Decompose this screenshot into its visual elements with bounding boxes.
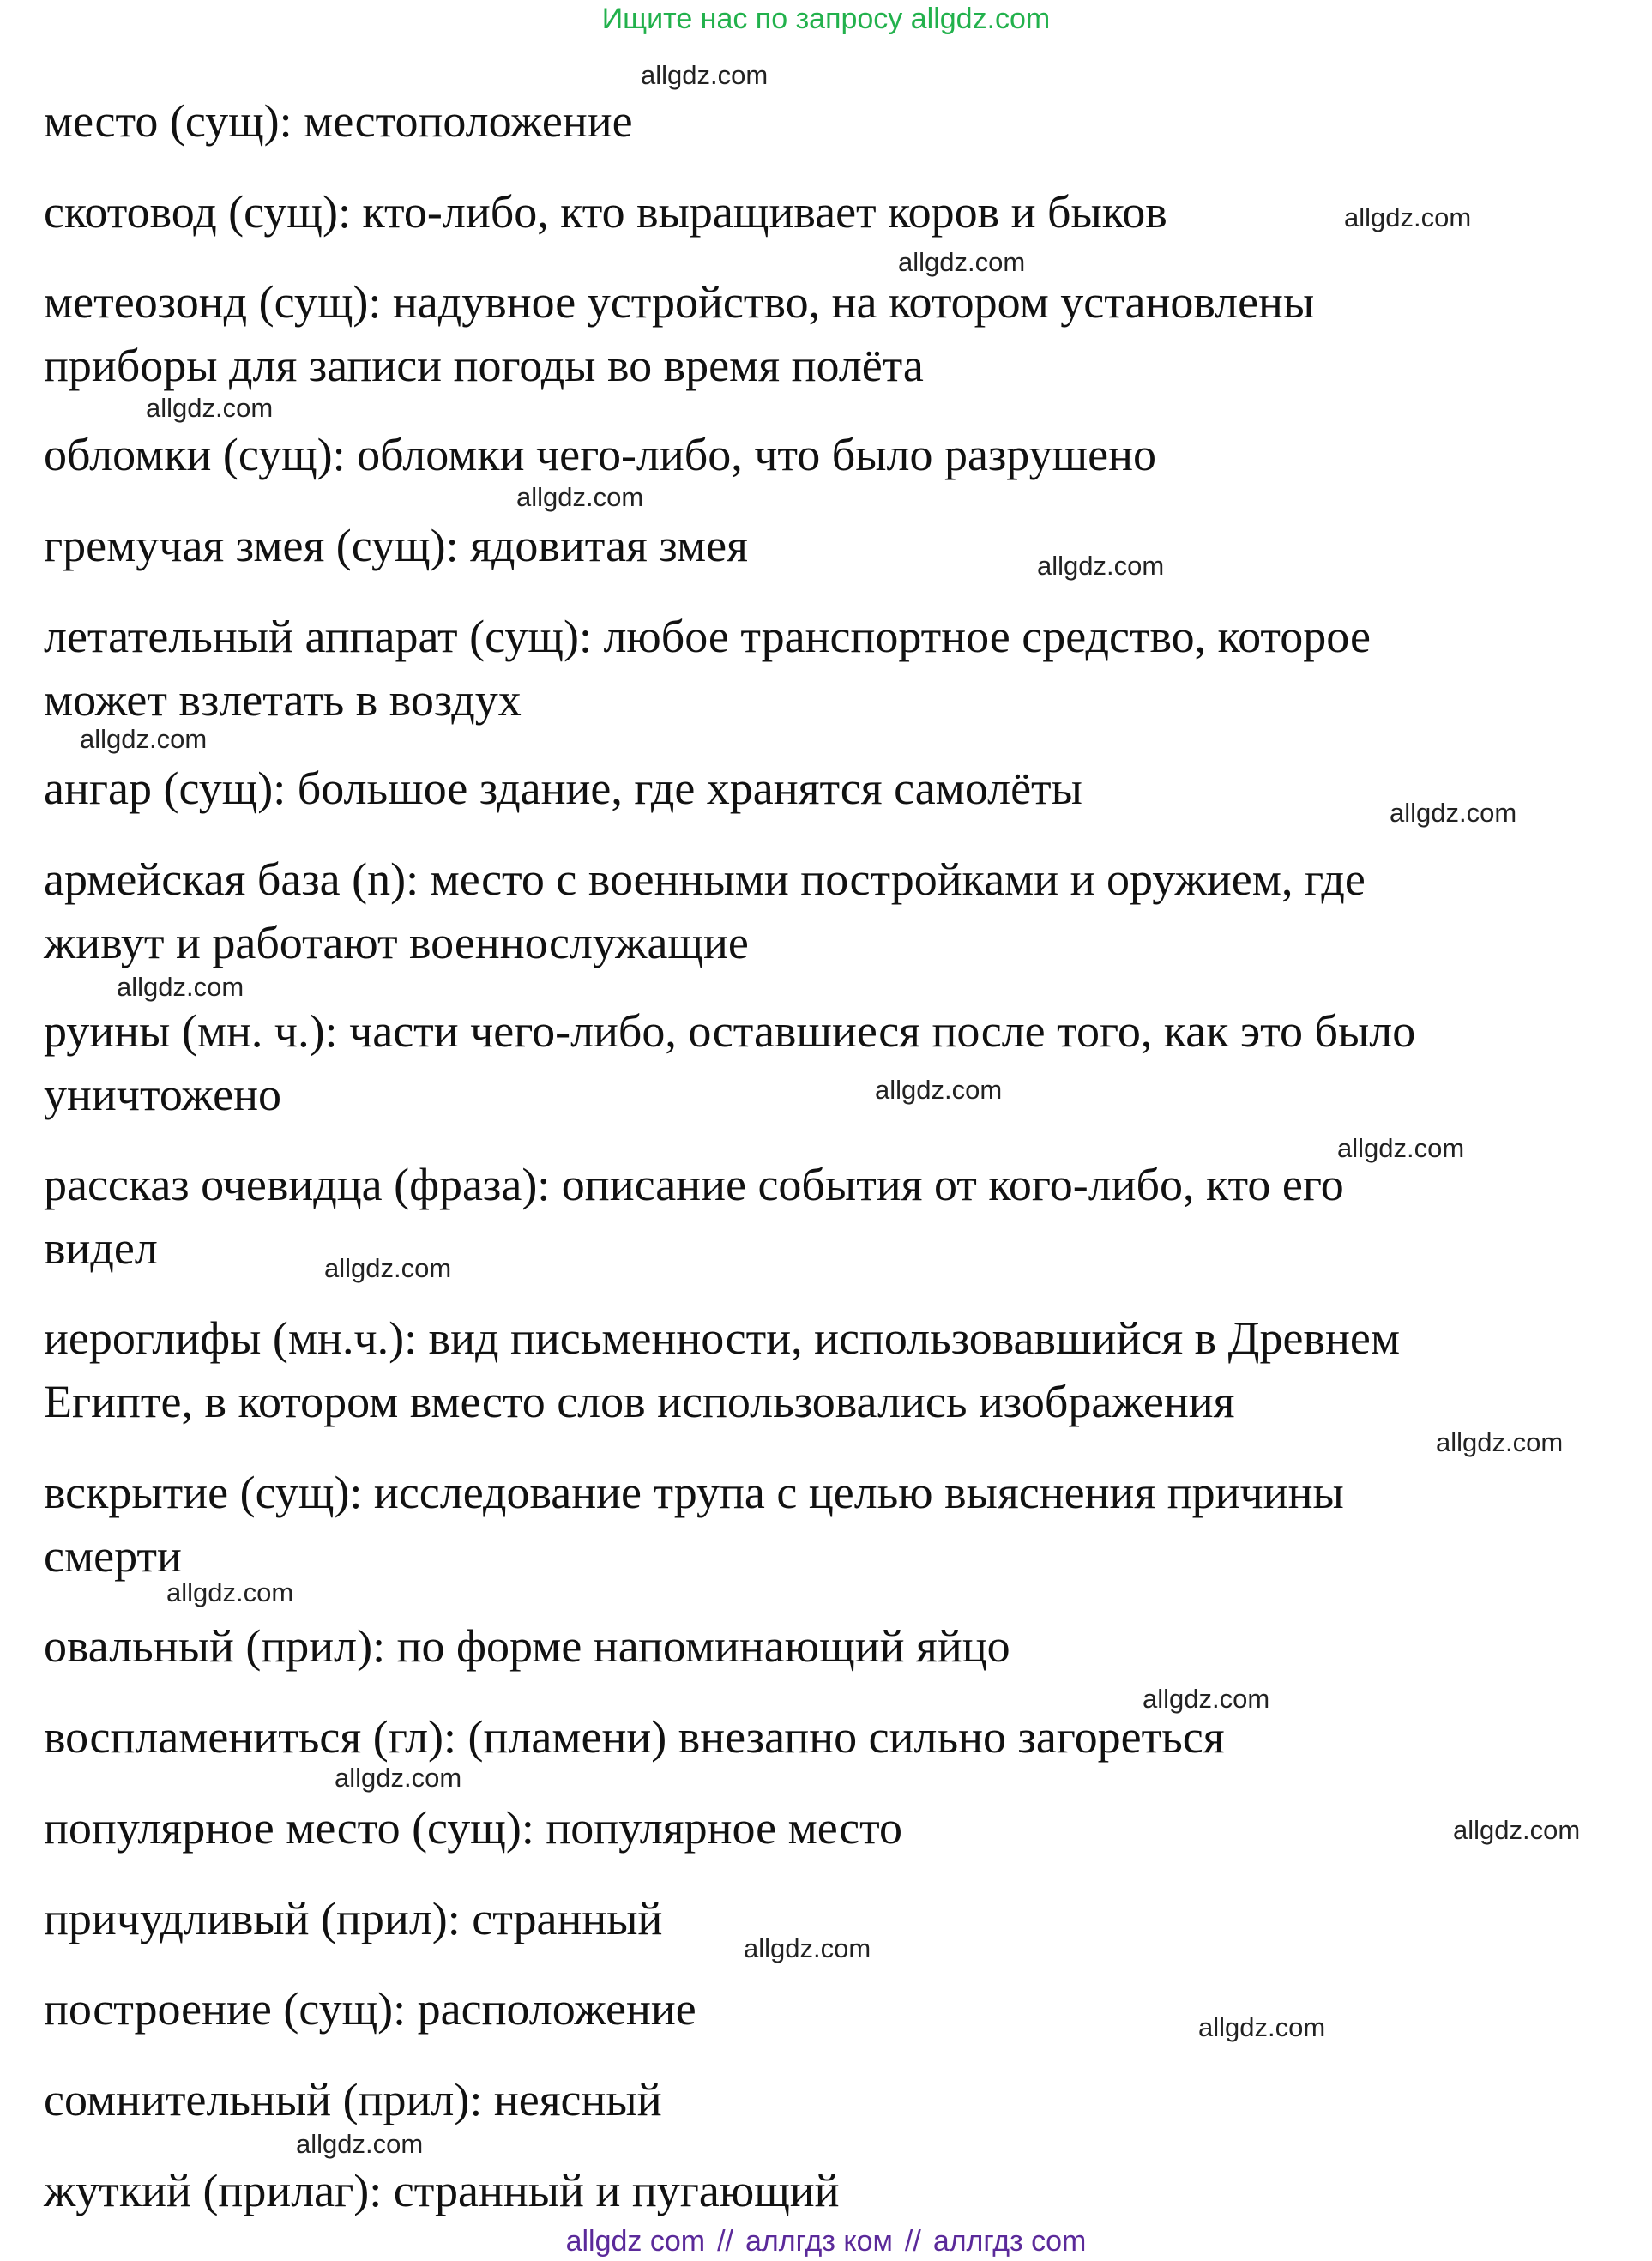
watermark: allgdz.com xyxy=(744,1933,871,1963)
entry-line: иероглифы (мн.ч.): вид письменности, использовавшийся в Древнем xyxy=(44,1312,1401,1364)
watermark: allgdz.com xyxy=(117,972,244,1002)
entry-line: армейская база (n): место с военными постройками и оружием, где xyxy=(44,853,1366,905)
entry-line: сомнительный (прил): неясный xyxy=(44,2074,662,2125)
entry-line: может взлетать в воздух xyxy=(44,674,522,726)
entry-line: Египте, в котором вместо слов использовались изображения xyxy=(44,1376,1235,1427)
watermark: allgdz.com xyxy=(324,1253,452,1283)
entry-line: причудливый (прил): странный xyxy=(44,1893,663,1944)
entry-line: обломки (сущ): обломки чего-либо, что было разрушено xyxy=(44,429,1157,480)
glossary-entry xyxy=(44,270,1588,397)
entry-line: смерти xyxy=(44,1530,182,1582)
entry-line: воспламениться (гл): (пламени) внезапно сильно загореться xyxy=(44,1711,1225,1763)
entry-line: видел xyxy=(44,1222,158,1274)
watermark: allgdz.com xyxy=(166,1577,294,1607)
watermark: allgdz.com xyxy=(1453,1815,1581,1845)
glossary-entry xyxy=(44,999,1588,1126)
entry-line: жуткий (прилаг): странный и пугающий xyxy=(44,2165,840,2216)
footer-link[interactable]: аллгдз com xyxy=(932,2225,1087,2258)
glossary-entry xyxy=(44,1461,1588,1588)
entry-line: овальный (прил): по форме напоминающий яйцо xyxy=(44,1620,1010,1672)
glossary-entry xyxy=(44,1614,1588,1678)
glossary-entry xyxy=(44,1153,1588,1280)
watermark: allgdz.com xyxy=(80,724,208,754)
glossary-entry xyxy=(44,1796,1588,1860)
watermark: allgdz.com xyxy=(335,1763,462,1793)
watermark: allgdz.com xyxy=(146,393,274,423)
watermark: allgdz.com xyxy=(1037,551,1165,581)
glossary-entry xyxy=(44,1306,1588,1433)
glossary-entry xyxy=(44,423,1588,486)
glossary-entry xyxy=(44,847,1588,974)
entry-line: гремучая змея (сущ): ядовитая змея xyxy=(44,520,748,571)
entry-line: приборы для записи погоды во время полёта xyxy=(44,340,924,391)
footer-separator: // xyxy=(904,2225,921,2258)
glossary-entry xyxy=(44,89,1588,153)
footer-link[interactable]: аллгдз ком xyxy=(745,2225,893,2258)
top-banner[interactable]: Ищите нас по запросу allgdz.com xyxy=(601,3,1051,35)
glossary-entry xyxy=(44,757,1588,820)
entry-line: вскрытие (сущ): исследование трупа с целью выяснения причины xyxy=(44,1467,1344,1518)
watermark: allgdz.com xyxy=(1337,1133,1465,1163)
entry-line: живут и работают военнослужащие xyxy=(44,917,749,968)
entry-line: уничтожено xyxy=(44,1069,281,1120)
watermark: allgdz.com xyxy=(1198,2012,1326,2042)
entry-line: построение (сущ): расположение xyxy=(44,1983,696,2035)
entry-line: руины (мн. ч.): части чего-либо, оставшиеся после того, как это было xyxy=(44,1005,1416,1057)
watermark: allgdz.com xyxy=(641,60,769,90)
entry-line: ангар (сущ): большое здание, где хранятся самолёты xyxy=(44,763,1082,814)
watermark: allgdz.com xyxy=(875,1075,1003,1105)
watermark: allgdz.com xyxy=(296,2129,424,2159)
watermark: allgdz.com xyxy=(1344,202,1472,232)
glossary-entry xyxy=(44,514,1588,577)
glossary-entry xyxy=(44,605,1588,732)
watermark: allgdz.com xyxy=(1436,1427,1564,1457)
entry-line: рассказ очевидца (фраза): описание события от кого-либо, кто его xyxy=(44,1159,1344,1210)
watermark: allgdz.com xyxy=(1143,1684,1270,1714)
glossary-entry xyxy=(44,2159,1588,2222)
footer-link[interactable]: allgdz com xyxy=(565,2225,706,2258)
watermark: allgdz.com xyxy=(1390,798,1517,828)
entry-line: популярное место (сущ): популярное место xyxy=(44,1802,902,1854)
glossary-entry xyxy=(44,1977,1588,2041)
entry-line: летательный аппарат (сущ): любое транспортное средство, которое xyxy=(44,611,1371,662)
entry-line: метеозонд (сущ): надувное устройство, на котором установлены xyxy=(44,276,1315,328)
watermark: allgdz.com xyxy=(898,247,1026,277)
footer-separator: // xyxy=(717,2225,734,2258)
entry-line: скотовод (сущ): кто-либо, кто выращивает коров и быков xyxy=(44,186,1167,238)
footer-links xyxy=(0,2222,1652,2260)
entry-line: место (сущ): местоположение xyxy=(44,95,633,147)
glossary-entry xyxy=(44,2068,1588,2131)
glossary-entry xyxy=(44,1705,1588,1769)
watermark: allgdz.com xyxy=(516,482,644,512)
